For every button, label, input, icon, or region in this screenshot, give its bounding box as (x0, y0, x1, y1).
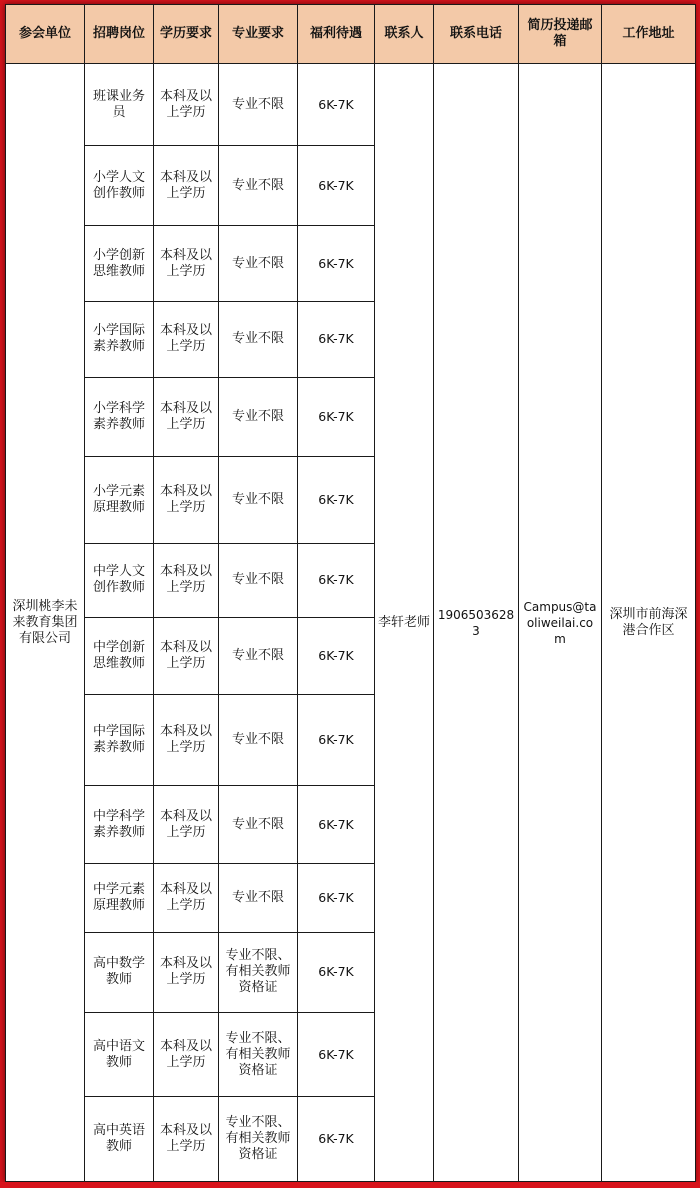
contact-cell: 李轩老师 (375, 64, 434, 1182)
position-cell: 小学人文创作教师 (85, 146, 154, 225)
email-cell: Campus@taoliweilai.com (519, 64, 602, 1182)
position-cell: 高中语文教师 (85, 1013, 154, 1097)
major-cell: 专业不限 (219, 695, 298, 785)
major-cell: 专业不限、有相关教师资格证 (219, 932, 298, 1012)
education-cell: 本科及以上学历 (154, 302, 219, 377)
header-address: 工作地址 (602, 5, 696, 64)
salary-cell: 6K-7K (298, 932, 375, 1012)
header-company: 参会单位 (6, 5, 85, 64)
education-cell: 本科及以上学历 (154, 377, 219, 456)
table-frame (5, 4, 695, 1182)
header-email: 简历投递邮箱 (519, 5, 602, 64)
education-cell: 本科及以上学历 (154, 543, 219, 617)
salary-cell: 6K-7K (298, 377, 375, 456)
table-row (6, 64, 696, 146)
salary-cell: 6K-7K (298, 1097, 375, 1182)
position-cell: 中学人文创作教师 (85, 543, 154, 617)
recruitment-table (5, 4, 696, 1182)
major-cell: 专业不限 (219, 543, 298, 617)
major-cell: 专业不限 (219, 64, 298, 146)
education-cell: 本科及以上学历 (154, 1097, 219, 1182)
education-cell: 本科及以上学历 (154, 617, 219, 694)
major-cell: 专业不限、有相关教师资格证 (219, 1097, 298, 1182)
position-cell: 中学元素原理教师 (85, 864, 154, 932)
education-cell: 本科及以上学历 (154, 225, 219, 301)
salary-cell: 6K-7K (298, 302, 375, 377)
salary-cell: 6K-7K (298, 785, 375, 863)
salary-cell: 6K-7K (298, 543, 375, 617)
position-cell: 小学国际素养教师 (85, 302, 154, 377)
position-cell: 中学科学素养教师 (85, 785, 154, 863)
position-cell: 小学元素原理教师 (85, 457, 154, 543)
salary-cell: 6K-7K (298, 64, 375, 146)
position-cell: 小学创新思维教师 (85, 225, 154, 301)
header-phone: 联系电话 (434, 5, 519, 64)
address-cell: 深圳市前海深港合作区 (602, 64, 696, 1182)
salary-cell: 6K-7K (298, 146, 375, 225)
major-cell: 专业不限 (219, 146, 298, 225)
bottom-border (0, 1182, 700, 1188)
header-education: 学历要求 (154, 5, 219, 64)
salary-cell: 6K-7K (298, 695, 375, 785)
position-cell: 中学国际素养教师 (85, 695, 154, 785)
major-cell: 专业不限 (219, 225, 298, 301)
company-cell: 深圳桃李未来教育集团有限公司 (6, 64, 85, 1182)
salary-cell: 6K-7K (298, 457, 375, 543)
major-cell: 专业不限 (219, 864, 298, 932)
major-cell: 专业不限 (219, 377, 298, 456)
salary-cell: 6K-7K (298, 617, 375, 694)
education-cell: 本科及以上学历 (154, 695, 219, 785)
education-cell: 本科及以上学历 (154, 864, 219, 932)
education-cell: 本科及以上学历 (154, 457, 219, 543)
education-cell: 本科及以上学历 (154, 64, 219, 146)
salary-cell: 6K-7K (298, 1013, 375, 1097)
position-cell: 高中英语教师 (85, 1097, 154, 1182)
position-cell: 高中数学教师 (85, 932, 154, 1012)
header-salary: 福利待遇 (298, 5, 375, 64)
major-cell: 专业不限 (219, 457, 298, 543)
major-cell: 专业不限、有相关教师资格证 (219, 1013, 298, 1097)
header-position: 招聘岗位 (85, 5, 154, 64)
header-major: 专业要求 (219, 5, 298, 64)
education-cell: 本科及以上学历 (154, 785, 219, 863)
major-cell: 专业不限 (219, 617, 298, 694)
education-cell: 本科及以上学历 (154, 1013, 219, 1097)
position-cell: 中学创新思维教师 (85, 617, 154, 694)
major-cell: 专业不限 (219, 785, 298, 863)
salary-cell: 6K-7K (298, 225, 375, 301)
position-cell: 班课业务员 (85, 64, 154, 146)
education-cell: 本科及以上学历 (154, 932, 219, 1012)
salary-cell: 6K-7K (298, 864, 375, 932)
header-row (6, 5, 696, 64)
phone-cell: 19065036283 (434, 64, 519, 1182)
header-contact: 联系人 (375, 5, 434, 64)
major-cell: 专业不限 (219, 302, 298, 377)
position-cell: 小学科学素养教师 (85, 377, 154, 456)
education-cell: 本科及以上学历 (154, 146, 219, 225)
